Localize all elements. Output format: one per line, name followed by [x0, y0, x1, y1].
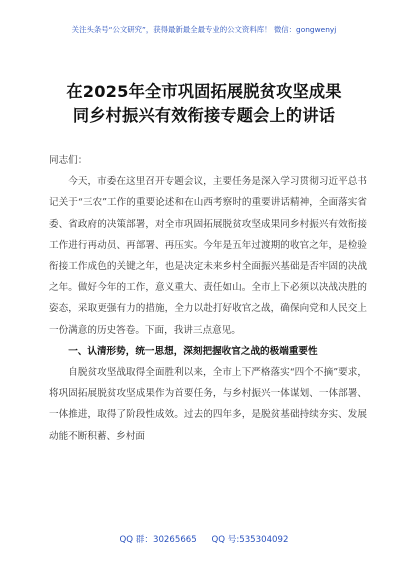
document-body: [49, 150, 367, 447]
footer-contact: [0, 533, 408, 545]
footer-qq-group: QQ 群：30265665: [119, 535, 197, 545]
section-heading-1: 一、认清形势，统一思想，深刻把握收官之战的极端重要性: [68, 345, 318, 357]
salutation: 同志们：: [49, 155, 88, 166]
paragraph-intro: 今天，市委在这里召开专题会议，主要任务是深入学习贯彻习近平总书记关于“三农”工作的重要论述和在山西考察时的重要讲话精神，全面落实省委、省政府的决策部署，对全市巩固拓展脱贫攻坚成果同乡村振兴有效衔接工作进行再动员、再部署、再压实。今年是五年过渡期的收官之年，是检验衔接工作成色的关键之年，也是决定未来乡村全面振兴基础是否牢固的决战之年。做好今年的工作，意义重大、责任如山。全市上下必须以决战决胜的姿态，采取更强有力的措施，全力以赴打好收官之战，确保向党和人民交上一份满意的历史答卷。下面，我讲三点意见。: [49, 176, 367, 336]
paragraph-section-1: 自脱贫攻坚战取得全面胜利以来，全市上下严格落实“四个不摘”要求，将巩固拓展脱贫攻坚成果作为首要任务，与乡村振兴一体谋划、一体部署、一体推进，取得了阶段性成效。过去的四年多，是脱贫基础持续夯实、发展动能不断积蓄、乡村面: [49, 367, 367, 442]
header-note: 关注头条号“公文研究”，获得最新最全最专业的公文资料库！ 微信：gongwenyj: [71, 25, 337, 34]
document-title: [40, 80, 368, 128]
title-line-1: 在2025年全市巩固拓展脱贫攻坚成果: [66, 82, 342, 101]
title-line-2: 同乡村振兴有效衔接专题会上的讲话: [72, 106, 336, 125]
footer-qq-number: QQ 号:535304092: [211, 535, 289, 545]
